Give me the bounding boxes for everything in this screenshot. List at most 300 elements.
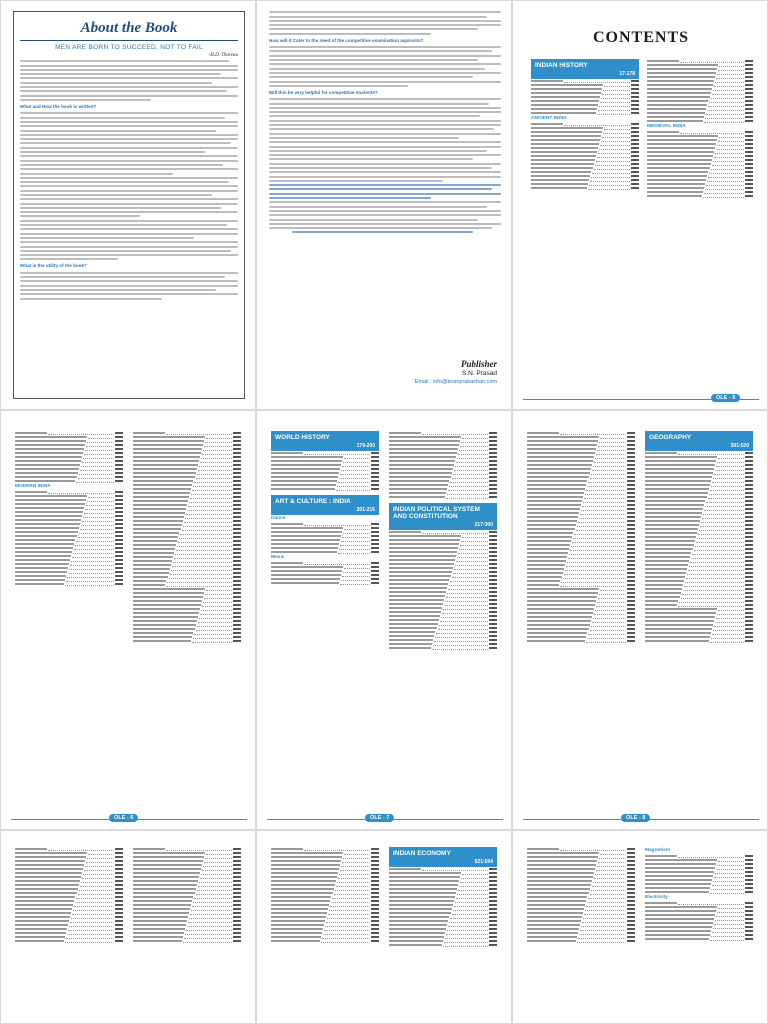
toc-row[interactable] bbox=[527, 639, 635, 643]
about-book-frame bbox=[13, 11, 245, 399]
toc-row-title bbox=[527, 536, 572, 538]
toc-row-page bbox=[371, 868, 379, 870]
toc-row-title bbox=[647, 179, 706, 181]
toc-row-page bbox=[233, 904, 241, 906]
toc-row-page bbox=[745, 922, 753, 924]
toc-row-title bbox=[133, 900, 192, 902]
toc-row-title bbox=[271, 456, 343, 458]
toc-row-title bbox=[389, 900, 454, 902]
toc-row-title bbox=[133, 600, 202, 602]
toc-column-left bbox=[271, 431, 379, 585]
toc-row-title bbox=[15, 476, 77, 478]
toc-row-title bbox=[647, 80, 714, 82]
toc-row[interactable] bbox=[389, 646, 497, 650]
toc-row-title bbox=[271, 892, 333, 894]
toc-row-page bbox=[745, 608, 753, 610]
toc-row-title bbox=[271, 868, 339, 870]
publisher-label: Publisher bbox=[460, 359, 497, 369]
toc-row-page bbox=[371, 456, 379, 458]
toc-row-page bbox=[627, 436, 635, 438]
toc-row-page bbox=[745, 468, 753, 470]
toc-row-title bbox=[645, 871, 714, 873]
toc-row-title bbox=[647, 139, 717, 141]
toc-row-page bbox=[371, 928, 379, 930]
toc-row-page bbox=[233, 536, 241, 538]
toc-row-title bbox=[527, 492, 584, 494]
toc-row-page bbox=[631, 96, 639, 98]
toc-row-title bbox=[531, 167, 593, 169]
toc-row[interactable] bbox=[15, 582, 123, 586]
toc-row-page bbox=[745, 183, 753, 185]
toc-row-page bbox=[489, 603, 497, 605]
toc-row-title bbox=[645, 914, 715, 916]
section-indian-polity[interactable] bbox=[389, 503, 497, 530]
toc-row-title bbox=[271, 884, 335, 886]
toc-row-page bbox=[631, 183, 639, 185]
toc-entries bbox=[271, 451, 379, 491]
toc-row-title bbox=[527, 600, 596, 602]
toc-row-page bbox=[233, 556, 241, 558]
page-about-book bbox=[0, 0, 256, 410]
toc-row-page bbox=[631, 187, 639, 189]
toc-row-title bbox=[133, 524, 182, 526]
toc-row-title bbox=[527, 852, 599, 854]
toc-row-page bbox=[233, 592, 241, 594]
toc-row-title bbox=[133, 920, 187, 922]
toc-entries bbox=[647, 59, 753, 123]
toc-row-title bbox=[527, 608, 594, 610]
section-art-culture[interactable] bbox=[271, 495, 379, 515]
section-world-history[interactable] bbox=[271, 431, 379, 451]
toc-row-page bbox=[115, 876, 123, 878]
toc-row-page bbox=[745, 532, 753, 534]
toc-row-title bbox=[645, 922, 713, 924]
toc-row-title bbox=[389, 575, 451, 577]
toc-row-title bbox=[133, 564, 171, 566]
toc-row[interactable] bbox=[647, 194, 753, 198]
toc-row-page bbox=[745, 112, 753, 114]
toc-row-page bbox=[745, 859, 753, 861]
toc-row-page bbox=[627, 868, 635, 870]
toc-row-title bbox=[15, 868, 83, 870]
toc-row-title bbox=[271, 523, 303, 525]
toc-row-title bbox=[531, 151, 597, 153]
page-about-book-continued bbox=[256, 0, 512, 410]
toc-row-title bbox=[15, 924, 68, 926]
toc-row-page bbox=[489, 924, 497, 926]
toc-row-page bbox=[627, 464, 635, 466]
toc-row-title bbox=[271, 472, 339, 474]
toc-row-title bbox=[527, 868, 595, 870]
toc-row-page bbox=[627, 568, 635, 570]
toc-row-title bbox=[647, 100, 708, 102]
toc-row-page bbox=[489, 492, 497, 494]
toc-row-title bbox=[133, 604, 201, 606]
toc-row-title bbox=[15, 456, 82, 458]
toc-row-title bbox=[15, 928, 67, 930]
toc-row-title bbox=[133, 436, 205, 438]
toc-row-title bbox=[271, 920, 325, 922]
toc-row-page bbox=[233, 476, 241, 478]
section-geography[interactable] bbox=[645, 431, 753, 451]
toc-row-title bbox=[133, 848, 165, 850]
toc-row-title bbox=[389, 579, 449, 581]
toc-row-page bbox=[233, 456, 241, 458]
toc-row-page bbox=[489, 940, 497, 942]
toc-row-title bbox=[15, 499, 86, 501]
toc-row-page bbox=[371, 566, 379, 568]
toc-row-page bbox=[745, 516, 753, 518]
toc-row-page bbox=[233, 628, 241, 630]
toc-row-page bbox=[489, 607, 497, 609]
toc-row-leader bbox=[586, 639, 626, 643]
toc-row-page bbox=[627, 900, 635, 902]
toc-row-page bbox=[371, 452, 379, 454]
toc-row-title bbox=[531, 175, 590, 177]
toc-row[interactable] bbox=[271, 487, 379, 491]
toc-row-page bbox=[745, 175, 753, 177]
toc-row-page bbox=[627, 552, 635, 554]
toc-row-title bbox=[133, 560, 172, 562]
toc-row[interactable] bbox=[133, 939, 241, 943]
toc-row[interactable] bbox=[271, 939, 379, 943]
toc-row-title bbox=[647, 104, 707, 106]
toc-row-page bbox=[489, 896, 497, 898]
toc-row-page bbox=[745, 576, 753, 578]
toc-row-title bbox=[271, 916, 326, 918]
toc-row-title bbox=[389, 480, 449, 482]
toc-row-page bbox=[233, 620, 241, 622]
toc-row-title bbox=[531, 135, 601, 137]
toc-row-title bbox=[645, 604, 677, 606]
toc-row-page bbox=[371, 852, 379, 854]
toc-row-title bbox=[645, 484, 710, 486]
toc-row-page bbox=[489, 619, 497, 621]
page-footer-tag: OLE - 5 bbox=[711, 394, 740, 402]
toc-row-page bbox=[627, 628, 635, 630]
toc-row-page bbox=[745, 938, 753, 940]
toc-row-title bbox=[271, 574, 341, 576]
toc-row-title bbox=[645, 488, 709, 490]
toc-row-page bbox=[489, 916, 497, 918]
toc-row-title bbox=[389, 631, 435, 633]
toc-row-title bbox=[133, 888, 196, 890]
toc-row-page bbox=[627, 448, 635, 450]
toc-row-page bbox=[489, 444, 497, 446]
toc-row-title bbox=[647, 175, 707, 177]
toc-row-page bbox=[745, 564, 753, 566]
toc-row-page bbox=[627, 492, 635, 494]
toc-row-title bbox=[15, 567, 68, 569]
toc-row-page bbox=[627, 896, 635, 898]
toc-row-page bbox=[489, 647, 497, 649]
publisher-name: S.N. Prasad bbox=[461, 370, 497, 377]
toc-row-title bbox=[527, 888, 590, 890]
toc-row-title bbox=[15, 916, 70, 918]
section-label: WORLD HISTORY bbox=[275, 434, 330, 441]
toc-row-title bbox=[133, 448, 202, 450]
toc-row-title bbox=[645, 528, 698, 530]
toc-row-page bbox=[115, 848, 123, 850]
toc-row-page bbox=[627, 472, 635, 474]
toc-row-page bbox=[745, 520, 753, 522]
toc-row-title bbox=[389, 531, 421, 533]
toc-row-page bbox=[745, 96, 753, 98]
toc-row[interactable] bbox=[15, 939, 123, 943]
toc-row-title bbox=[271, 924, 324, 926]
toc-row-title bbox=[389, 599, 444, 601]
section-indian-economy[interactable] bbox=[389, 847, 497, 867]
toc-row-title bbox=[133, 540, 177, 542]
toc-row-page bbox=[745, 488, 753, 490]
toc-row-title bbox=[645, 636, 710, 638]
toc-row-title bbox=[271, 452, 303, 454]
toc-row-page bbox=[371, 924, 379, 926]
toc-row-page bbox=[371, 872, 379, 874]
toc-row-title bbox=[645, 588, 682, 590]
toc-row-title bbox=[133, 480, 193, 482]
toc-row-title bbox=[389, 619, 439, 621]
toc-row-page bbox=[489, 571, 497, 573]
about-question-3: How will it Cater to the need of the competitive examination aspirants? bbox=[269, 37, 424, 43]
toc-row-title bbox=[133, 444, 203, 446]
toc-row-page bbox=[745, 620, 753, 622]
toc-row-page bbox=[627, 592, 635, 594]
toc-row-page bbox=[631, 139, 639, 141]
toc-row-title bbox=[389, 591, 446, 593]
toc-row-page bbox=[631, 80, 639, 82]
toc-row-page bbox=[627, 608, 635, 610]
toc-row-title bbox=[647, 108, 706, 110]
toc-row-title bbox=[389, 936, 444, 938]
toc-row-title bbox=[647, 92, 711, 94]
toc-row-page bbox=[745, 60, 753, 62]
section-pages: 521-594 bbox=[474, 859, 493, 865]
toc-row-title bbox=[527, 440, 598, 442]
toc-row-title bbox=[527, 912, 583, 914]
toc-row-title bbox=[647, 143, 716, 145]
toc-row-title bbox=[389, 892, 456, 894]
about-continued-column bbox=[269, 9, 501, 236]
toc-row-page bbox=[627, 524, 635, 526]
toc-row-page bbox=[631, 127, 639, 129]
toc-row-title bbox=[389, 547, 458, 549]
toc-row-page bbox=[489, 543, 497, 545]
toc-row-title bbox=[645, 863, 716, 865]
toc-row[interactable] bbox=[645, 937, 753, 941]
toc-row-title bbox=[647, 96, 710, 98]
toc-row-page bbox=[115, 476, 123, 478]
toc-row[interactable] bbox=[271, 581, 379, 585]
toc-row-title bbox=[389, 868, 421, 870]
toc-entries bbox=[133, 431, 241, 643]
toc-row-title bbox=[133, 620, 197, 622]
toc-column-left bbox=[527, 847, 635, 943]
toc-row-title bbox=[133, 904, 191, 906]
toc-row-leader bbox=[340, 581, 370, 585]
toc-row-page bbox=[745, 528, 753, 530]
toc-row-title bbox=[645, 580, 684, 582]
toc-row-page bbox=[233, 500, 241, 502]
toc-row-page bbox=[627, 520, 635, 522]
toc-row-title bbox=[271, 900, 330, 902]
toc-row-title bbox=[645, 632, 711, 634]
toc-row-page bbox=[745, 600, 753, 602]
toc-row-page bbox=[745, 934, 753, 936]
subhead-ancient-india: ANCIENT INDIA bbox=[531, 116, 567, 121]
toc-row-title bbox=[15, 523, 80, 525]
toc-row-page bbox=[745, 195, 753, 197]
toc-row-title bbox=[527, 444, 597, 446]
toc-row-page bbox=[115, 868, 123, 870]
toc-row-page bbox=[233, 440, 241, 442]
about-question-2: What is the utility of the book? bbox=[20, 263, 87, 269]
toc-column-right bbox=[133, 431, 241, 643]
toc-row-title bbox=[133, 500, 188, 502]
toc-row-page bbox=[745, 68, 753, 70]
toc-row-page bbox=[745, 568, 753, 570]
toc-row-page bbox=[627, 932, 635, 934]
toc-row-title bbox=[15, 555, 71, 557]
toc-row-page bbox=[745, 187, 753, 189]
toc-row[interactable] bbox=[389, 943, 497, 947]
publisher-email[interactable]: Email : info@kiranprakashan.com bbox=[414, 379, 497, 385]
toc-row[interactable] bbox=[133, 639, 241, 643]
toc-row-page bbox=[745, 548, 753, 550]
toc-row-title bbox=[527, 612, 593, 614]
toc-row-page bbox=[233, 608, 241, 610]
toc-row[interactable] bbox=[531, 186, 639, 190]
toc-row-title bbox=[133, 628, 195, 630]
toc-row-title bbox=[647, 155, 713, 157]
toc-row-page bbox=[631, 131, 639, 133]
toc-row-page bbox=[233, 524, 241, 526]
toc-row[interactable] bbox=[645, 639, 753, 643]
toc-row-page bbox=[745, 92, 753, 94]
toc-row-page bbox=[745, 624, 753, 626]
toc-row-title bbox=[271, 480, 337, 482]
toc-entries bbox=[645, 901, 753, 941]
toc-row-page bbox=[489, 643, 497, 645]
toc-row-page bbox=[745, 891, 753, 893]
toc-row-page bbox=[627, 848, 635, 850]
toc-row-page bbox=[233, 632, 241, 634]
toc-row-title bbox=[15, 900, 74, 902]
toc-row-title bbox=[531, 92, 601, 94]
toc-row-title bbox=[389, 928, 446, 930]
toc-row-page bbox=[371, 880, 379, 882]
toc-row-page bbox=[627, 444, 635, 446]
toc-row-title bbox=[531, 88, 602, 90]
toc-row-title bbox=[389, 492, 446, 494]
toc-row-page bbox=[745, 887, 753, 889]
toc-row-page bbox=[489, 872, 497, 874]
toc-row-title bbox=[389, 647, 431, 649]
toc-row-title bbox=[527, 576, 562, 578]
toc-row-title bbox=[271, 888, 334, 890]
toc-row-page bbox=[745, 588, 753, 590]
toc-row-title bbox=[527, 876, 593, 878]
toc-row-page bbox=[115, 900, 123, 902]
toc-row-title bbox=[645, 640, 709, 642]
toc-row-title bbox=[133, 508, 186, 510]
toc-row-page bbox=[627, 616, 635, 618]
toc-row-page bbox=[371, 531, 379, 533]
toc-row-page bbox=[233, 448, 241, 450]
toc-row-title bbox=[645, 584, 683, 586]
toc-row-page bbox=[371, 547, 379, 549]
toc-row-title bbox=[645, 472, 713, 474]
toc-row-page bbox=[631, 171, 639, 173]
toc-row-title bbox=[389, 635, 434, 637]
toc-row[interactable] bbox=[527, 939, 635, 943]
toc-row-page bbox=[489, 432, 497, 434]
toc-row-title bbox=[389, 464, 454, 466]
toc-row-title bbox=[15, 452, 83, 454]
toc-row-title bbox=[389, 611, 441, 613]
toc-row-page bbox=[627, 888, 635, 890]
toc-row-title bbox=[389, 476, 451, 478]
toc-row-page bbox=[745, 596, 753, 598]
toc-row-page bbox=[627, 924, 635, 926]
toc-row-title bbox=[15, 579, 65, 581]
toc-row-title bbox=[645, 476, 712, 478]
toc-row-page bbox=[233, 868, 241, 870]
toc-row-page bbox=[115, 880, 123, 882]
toc-row-title bbox=[15, 464, 80, 466]
toc-row-page bbox=[627, 560, 635, 562]
toc-row-page bbox=[745, 84, 753, 86]
toc-row-title bbox=[645, 568, 687, 570]
toc-row-title bbox=[527, 552, 568, 554]
subhead-electricity: Electricity bbox=[645, 895, 668, 900]
toc-row-title bbox=[389, 559, 455, 561]
toc-row-page bbox=[489, 615, 497, 617]
toc-row-title bbox=[389, 623, 438, 625]
toc-row-page bbox=[115, 491, 123, 493]
toc-row-page bbox=[745, 76, 753, 78]
toc-row-page bbox=[489, 484, 497, 486]
toc-row-title bbox=[271, 484, 336, 486]
section-label: GEOGRAPHY bbox=[649, 434, 692, 441]
toc-row-page bbox=[233, 892, 241, 894]
toc-row-page bbox=[745, 104, 753, 106]
toc-row-title bbox=[389, 440, 460, 442]
toc-entries bbox=[15, 847, 123, 943]
toc-row-title bbox=[133, 924, 186, 926]
toc-row-title bbox=[15, 503, 85, 505]
toc-row-leader bbox=[183, 939, 232, 943]
toc-row-title bbox=[527, 568, 564, 570]
toc-row-title bbox=[527, 856, 598, 858]
toc-row[interactable] bbox=[389, 495, 497, 499]
section-indian-history[interactable] bbox=[531, 59, 639, 79]
toc-row-page bbox=[115, 932, 123, 934]
toc-row-page bbox=[115, 908, 123, 910]
toc-row-page bbox=[489, 599, 497, 601]
toc-row-title bbox=[15, 491, 47, 493]
toc-row-title bbox=[133, 640, 191, 642]
toc-row-page bbox=[115, 940, 123, 942]
toc-row-page bbox=[489, 912, 497, 914]
toc-row-title bbox=[389, 583, 448, 585]
toc-row-title bbox=[133, 580, 166, 582]
toc-row-title bbox=[133, 488, 191, 490]
toc-row-title bbox=[645, 906, 717, 908]
toc-row-title bbox=[271, 488, 335, 490]
toc-row-page bbox=[489, 448, 497, 450]
toc-row-page bbox=[115, 892, 123, 894]
